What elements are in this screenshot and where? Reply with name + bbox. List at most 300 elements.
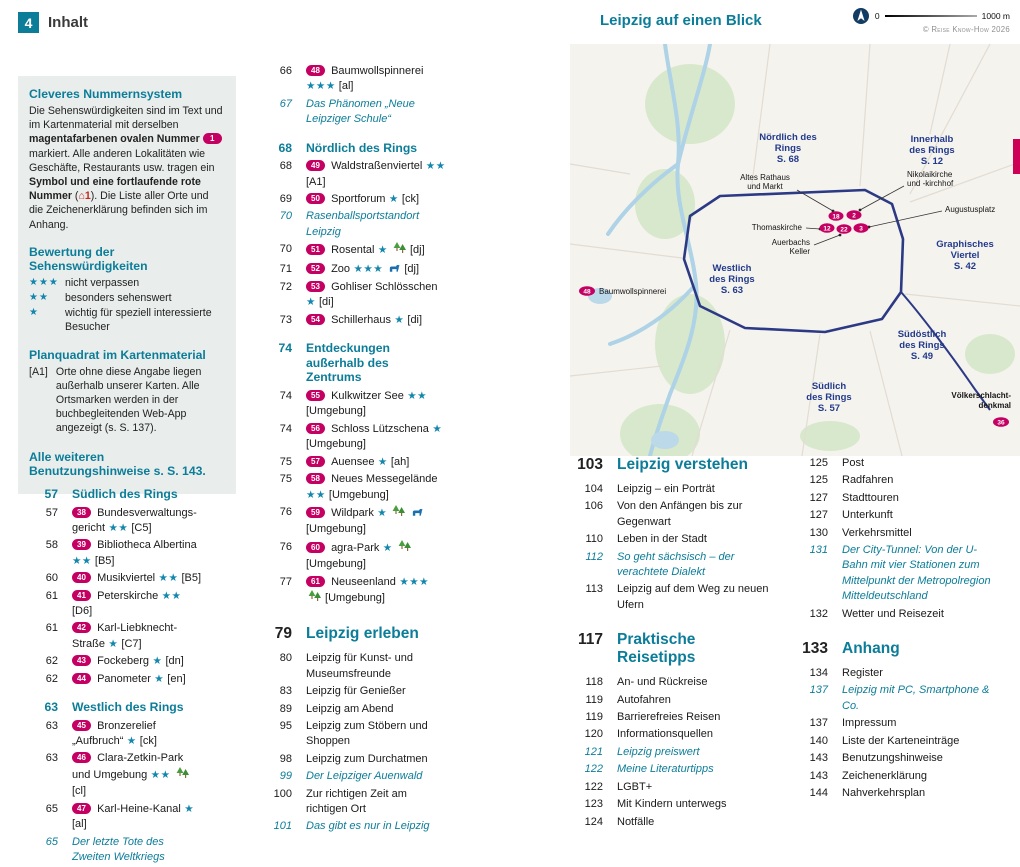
toc-section-heading[interactable]: [563, 456, 777, 474]
entry-title: Bundesverwaltungsgericht: [72, 506, 197, 534]
entry-body: [72, 751, 202, 799]
page-number: 74: [279, 390, 292, 403]
page-number: 63: [45, 719, 58, 732]
rating-legend-row: [29, 276, 225, 290]
toc-feature-entry[interactable]: [252, 209, 446, 240]
entry-body: [617, 727, 777, 742]
toc-feature-entry[interactable]: [563, 745, 777, 760]
rating-stars: ★: [29, 307, 39, 319]
toc-entry[interactable]: [252, 242, 446, 259]
infobox-text-segment: ). Die Liste aller Orte und die Zeichenerklärung befinden sich im Anhang.: [29, 190, 209, 231]
entry-title: Der letzte Tote des Zweiten Weltkriegs: [72, 835, 165, 863]
entry-title: Leipzig für Genießer: [306, 685, 406, 698]
sight-number-badge: 38: [72, 507, 91, 518]
overview-map: [570, 0, 1020, 456]
entry-title: Radfahren: [842, 474, 894, 487]
svg-text:18: 18: [832, 213, 840, 221]
entry-body: [617, 482, 777, 497]
entry-body: [617, 780, 777, 795]
page-number: 57: [45, 506, 58, 519]
entry-title: Mit Kindern unterwegs: [617, 798, 727, 811]
sight-number-badge: 54: [306, 314, 325, 325]
entry-title: Post: [842, 457, 865, 469]
grid-reference: [Umgebung]: [306, 405, 366, 418]
entry-title: Wetter und Reisezeit: [842, 607, 944, 620]
entry-title: Leipzig am Abend: [306, 702, 394, 715]
toc-entry[interactable]: [252, 262, 446, 278]
page-number: 68: [278, 140, 292, 155]
page-number: 101: [273, 820, 292, 833]
entry-body: [306, 64, 446, 95]
page-number: 62: [45, 672, 58, 685]
svg-text:S. 49: S. 49: [910, 351, 934, 362]
grid-reference: [B5]: [91, 554, 115, 567]
sight-number-badge: 39: [72, 539, 91, 550]
rating-stars: ★: [123, 735, 137, 748]
page-number: 127: [809, 491, 828, 504]
toc-feature-entry[interactable]: [252, 819, 446, 834]
sight-number-badge: 49: [306, 160, 325, 171]
toc-entry[interactable]: [563, 780, 777, 795]
grid-reference-explanation: [29, 365, 225, 436]
toc-entry[interactable]: [788, 751, 992, 766]
entry-title: Das Phänomen „Neue Leipziger Schule“: [306, 97, 415, 126]
entry-body: [617, 550, 777, 581]
toc-entry[interactable]: [563, 582, 777, 613]
north-arrow-icon: [852, 7, 870, 25]
toc-section-heading[interactable]: [563, 631, 777, 667]
entry-body: [617, 582, 777, 613]
toc-entry[interactable]: [563, 727, 777, 742]
entry-title: Notfälle: [617, 815, 655, 828]
toc-entry[interactable]: [252, 540, 446, 573]
entry-title: Zur richtigen Zeit am richtigen Ort: [306, 787, 407, 815]
grid-reference: [B5]: [178, 572, 202, 585]
entry-title: Leipzig erleben: [306, 625, 419, 643]
sight-number-badge: 53: [306, 281, 325, 292]
sight-number-badge: 56: [306, 423, 325, 434]
page-number: 75: [279, 473, 292, 486]
rating-legend-row: [29, 291, 225, 305]
entry-body: [306, 625, 446, 643]
entry-body: [306, 313, 446, 328]
infobox-numbering-text: [29, 104, 225, 232]
rating-stars: ★: [180, 802, 195, 815]
sight-number-badge: 40: [72, 572, 91, 583]
toc-entry[interactable]: [252, 719, 446, 750]
rating-stars: ★★: [147, 768, 171, 781]
entry-body: [72, 589, 202, 620]
svg-text:des Rings: des Rings: [806, 392, 852, 403]
svg-text:des Rings: des Rings: [899, 340, 945, 351]
svg-text:Völkerschlacht-: Völkerschlacht-: [951, 391, 1011, 400]
toc-entry[interactable]: [18, 751, 202, 799]
entry-title: Waldstraßenviertel: [331, 160, 423, 173]
page-header: [18, 12, 88, 33]
page-number: 110: [585, 533, 603, 546]
svg-text:Graphisches: Graphisches: [936, 239, 994, 250]
entry-body: [72, 487, 202, 502]
entry-body: [842, 607, 992, 622]
grid-reference: [di]: [404, 313, 423, 326]
entry-title: Stadttouren: [842, 491, 899, 504]
entry-body: [617, 693, 777, 708]
page-number-box: 4: [18, 12, 39, 33]
page-number: 143: [809, 752, 828, 765]
rating-stars: ★★: [306, 488, 326, 501]
rating-stars: ★: [379, 541, 393, 554]
entry-title: Zoo: [331, 262, 351, 275]
toc-entry[interactable]: [252, 752, 446, 767]
entry-body: [306, 209, 446, 240]
entry-title: Bibliotheca Albertina: [97, 539, 197, 552]
grid-reference: [dj]: [406, 244, 425, 257]
toc-section-heading[interactable]: [252, 141, 446, 156]
entry-body: [72, 672, 202, 687]
entry-body: [306, 575, 446, 608]
toc-feature-entry[interactable]: [563, 550, 777, 581]
toc-entry[interactable]: [563, 532, 777, 547]
toc-entry[interactable]: [18, 621, 202, 652]
grid-reference: [al]: [335, 80, 354, 93]
entry-title: Leipzig preiswert: [617, 745, 700, 758]
toc-entry[interactable]: [788, 491, 992, 506]
page-number: 76: [279, 540, 292, 553]
svg-text:Baumwollspinnerei: Baumwollspinnerei: [599, 287, 667, 296]
entry-body: [306, 752, 446, 767]
usage-note: Alle weiteren Benutzungshinweise s. S. 143.: [29, 449, 206, 478]
page-number: 127: [809, 509, 828, 522]
entry-body: [306, 242, 446, 259]
usage-infobox: [18, 76, 236, 494]
toc-entry[interactable]: [18, 538, 202, 569]
svg-text:Nördlich des: Nördlich des: [759, 132, 817, 143]
grid-reference: [Umgebung]: [322, 591, 385, 604]
baumwollspinnerei-marker: [579, 286, 666, 296]
entry-body: [72, 621, 202, 652]
page-number: 133: [802, 640, 828, 658]
animal-icon: [388, 263, 401, 278]
chapter-tab-marker: [1013, 139, 1020, 174]
map-scale-bar: [852, 7, 1010, 25]
page-number: 83: [279, 685, 292, 698]
entry-title: Rasenballsportstandort Leipzig: [306, 210, 420, 238]
page-number: 132: [809, 607, 828, 620]
entry-title: Neuseenland: [331, 575, 396, 588]
page-number: 80: [279, 652, 292, 665]
toc-entry[interactable]: [18, 589, 202, 620]
svg-text:S. 12: S. 12: [920, 156, 944, 167]
toc-feature-entry[interactable]: [788, 683, 992, 714]
svg-text:22: 22: [840, 226, 848, 234]
entry-title: Der Leipziger Auenwald: [306, 770, 423, 783]
page-number: 119: [585, 693, 603, 706]
entry-body: [306, 651, 446, 682]
entry-title: An- und Rückreise: [617, 676, 708, 689]
toc-entry[interactable]: [252, 192, 446, 207]
toc-entry[interactable]: [252, 389, 446, 420]
infobox-text-segment: markiert. Alle anderen Lokalitäten wie Geschäfte, Restaurants usw. tragen ein: [29, 147, 215, 174]
toc-entry[interactable]: [252, 455, 446, 470]
entry-body: [842, 769, 992, 784]
rating-stars: ★: [385, 193, 399, 206]
page-number: 143: [809, 769, 828, 782]
svg-text:Altes Rathaus: Altes Rathaus: [740, 173, 790, 182]
entry-title: Nahverkehrsplan: [842, 786, 926, 799]
sight-number-badge: 55: [306, 390, 325, 401]
entry-title: Autofahren: [617, 693, 671, 706]
page-number: 65: [45, 835, 58, 848]
page-number: 67: [279, 97, 292, 110]
entry-body: [72, 654, 202, 669]
toc-entry[interactable]: [18, 506, 202, 537]
svg-text:Thomaskirche: Thomaskirche: [751, 223, 802, 232]
toc-section-heading[interactable]: [18, 487, 202, 502]
page-number: 118: [585, 676, 603, 689]
entry-title: Rosental: [331, 244, 375, 257]
infobox-text-segment: magentafarbenen ovalen Nummer: [29, 133, 200, 146]
svg-text:Viertel: Viertel: [950, 250, 980, 261]
svg-text:S. 42: S. 42: [953, 261, 977, 272]
page-number: 63: [44, 700, 58, 715]
toc-section-heading[interactable]: [18, 700, 202, 715]
page-number: 76: [279, 505, 292, 518]
entry-title: Südlich des Rings: [72, 487, 178, 501]
toc-feature-entry[interactable]: [18, 835, 202, 866]
rating-label: besonders sehenswert: [65, 292, 172, 305]
entry-body: [842, 491, 992, 506]
toc-entry[interactable]: [788, 769, 992, 784]
page-number: 117: [577, 631, 603, 649]
entry-title: Panometer: [97, 672, 151, 685]
grid-reference: [en]: [164, 672, 186, 685]
toc-entry[interactable]: [788, 508, 992, 523]
rating-stars: ★★: [403, 390, 428, 403]
toc-entry[interactable]: [252, 472, 446, 503]
entry-title: Schloss Lützschena: [331, 422, 429, 435]
toc-entry[interactable]: [788, 456, 992, 471]
svg-text:Westlich: Westlich: [712, 263, 752, 274]
entry-body: [617, 762, 777, 777]
toc-entry[interactable]: [252, 575, 446, 608]
page-number: 70: [279, 210, 292, 223]
entry-body: [72, 802, 202, 833]
page-number: 70: [279, 243, 292, 256]
toc-entry[interactable]: [788, 473, 992, 488]
svg-text:Nikolaikirche: Nikolaikirche: [907, 170, 953, 179]
svg-text:und Markt: und Markt: [747, 182, 783, 191]
toc-entry[interactable]: [252, 651, 446, 682]
toc-entry[interactable]: [788, 734, 992, 749]
svg-text:S. 63: S. 63: [720, 285, 744, 296]
toc-entry[interactable]: [252, 313, 446, 328]
svg-text:3: 3: [859, 225, 863, 233]
toc-section-heading[interactable]: [788, 640, 992, 658]
toc-entry[interactable]: [788, 607, 992, 622]
page-number: 57: [44, 487, 58, 501]
page-number: 140: [809, 734, 828, 747]
grid-reference: [ah]: [387, 455, 410, 468]
entry-body: [306, 787, 446, 818]
entry-title: Leipzig mit PC, Smartphone & Co.: [842, 684, 990, 712]
page-number: 104: [584, 483, 603, 495]
toc-feature-entry[interactable]: [252, 769, 446, 784]
grid-reference-text: Orte ohne diese Angabe liegen außerhalb unserer Karten. Alle Ortsmarken werden in der buchbegleitenden Web-App angezeigt (s. S. 137).: [55, 365, 202, 435]
page-number: 58: [45, 539, 58, 552]
entry-title: Praktische Reisetipps: [617, 631, 696, 667]
page-number: 120: [584, 728, 603, 741]
infobox-heading-numbering: Cleveres Nummernsystem: [29, 87, 183, 101]
page-title: Inhalt: [48, 14, 88, 31]
toc-entry[interactable]: [563, 675, 777, 690]
toc-entry[interactable]: [788, 526, 992, 541]
page-number: 74: [279, 422, 292, 435]
toc-column-3: [563, 456, 777, 832]
page-number: 77: [279, 575, 292, 588]
toc-feature-entry[interactable]: [252, 97, 446, 128]
rating-stars: ★: [374, 244, 388, 257]
grid-reference: [dj]: [401, 262, 419, 275]
svg-text:48: 48: [583, 288, 591, 296]
toc-feature-entry[interactable]: [788, 543, 992, 605]
sight-number-badge: 51: [306, 244, 325, 255]
entry-body: [72, 506, 202, 537]
toc-entry[interactable]: [563, 815, 777, 830]
entry-title: Entdeckungen außerhalb des Zentrums: [306, 341, 390, 385]
sight-number-badge: 42: [72, 622, 91, 633]
rating-stars: ★★★: [29, 276, 59, 288]
entry-body: [617, 745, 777, 760]
page-number: 79: [274, 625, 292, 643]
rating-label: nicht verpassen: [65, 276, 140, 289]
toc-entry[interactable]: [252, 787, 446, 818]
svg-text:und -kirchhof: und -kirchhof: [907, 179, 954, 188]
toc-feature-entry[interactable]: [563, 762, 777, 777]
grid-reference: [Umgebung]: [306, 558, 366, 571]
entry-body: [842, 473, 992, 488]
toc-entry[interactable]: [788, 716, 992, 731]
entry-body: [72, 719, 202, 750]
toc-entry[interactable]: [18, 719, 202, 750]
rating-stars: ★: [149, 655, 163, 668]
toc-section-heading[interactable]: [252, 341, 446, 385]
svg-text:36: 36: [997, 419, 1005, 427]
entry-title: Impressum: [842, 717, 897, 730]
toc-entry[interactable]: [563, 797, 777, 812]
entry-body: [306, 422, 446, 453]
page-number: 137: [809, 684, 828, 697]
scale-distance-label: 1000 m: [981, 11, 1010, 21]
page-number: 125: [809, 457, 828, 469]
toc-entry[interactable]: [788, 786, 992, 801]
svg-text:Augustusplatz: Augustusplatz: [945, 205, 996, 214]
rating-stars: ★★★: [306, 80, 336, 93]
grid-reference: [ck]: [136, 735, 157, 748]
entry-title: Leipzig zum Stöbern und Shoppen: [306, 719, 428, 748]
infobox-text-segment: (: [71, 190, 79, 203]
entry-body: [306, 262, 446, 278]
entry-title: Leipzig auf dem Weg zu neuen Ufern: [617, 583, 769, 611]
entry-body: [72, 571, 202, 586]
entry-body: [842, 683, 992, 714]
trees-icon: [393, 242, 407, 259]
sight-number-badge: 45: [72, 720, 91, 731]
page-number: 95: [279, 719, 292, 732]
page-number: 89: [279, 702, 292, 715]
toc-entry[interactable]: [252, 702, 446, 717]
toc-entry[interactable]: [788, 666, 992, 681]
toc-entry[interactable]: [18, 654, 202, 669]
entry-title: Verkehrsmittel: [842, 526, 912, 539]
entry-body: [617, 675, 777, 690]
sight-number-badge: 61: [306, 576, 325, 587]
entry-title: Fockeberg: [97, 655, 150, 668]
grid-reference: [dn]: [162, 655, 184, 668]
infobox-heading-rating: Bewertung der Sehenswürdigkeiten: [29, 244, 148, 273]
toc-entry[interactable]: [563, 693, 777, 708]
entry-body: [306, 719, 446, 750]
toc-entry[interactable]: [252, 280, 446, 311]
toc-entry[interactable]: [18, 571, 202, 586]
svg-text:Innerhalb: Innerhalb: [910, 134, 954, 145]
toc-entry[interactable]: [252, 684, 446, 699]
svg-text:Südlich: Südlich: [811, 381, 847, 392]
scale-line: [885, 15, 977, 17]
entry-body: [617, 532, 777, 547]
page-number: 121: [584, 745, 603, 758]
entry-body: [72, 835, 202, 866]
entry-body: [842, 526, 992, 541]
toc-entry[interactable]: [563, 482, 777, 497]
entry-body: [306, 192, 446, 207]
toc-entry[interactable]: [252, 505, 446, 538]
toc-entry[interactable]: [252, 422, 446, 453]
entry-title: Anhang: [842, 640, 900, 658]
page-number: 72: [279, 281, 292, 294]
entry-body: [842, 456, 992, 471]
toc-entry[interactable]: [18, 802, 202, 833]
toc-section-heading[interactable]: [252, 625, 446, 643]
entry-title: Clara-Zetkin-Park und Umgebung: [72, 752, 184, 781]
toc-column-1: [18, 487, 202, 867]
toc-entry[interactable]: [252, 64, 446, 95]
toc-entry[interactable]: [563, 710, 777, 725]
page-number: 68: [279, 160, 292, 173]
sight-number-badge: 57: [306, 456, 325, 467]
entry-body: [306, 280, 446, 311]
grid-reference: [C7]: [118, 637, 142, 650]
page-number: 71: [279, 262, 292, 275]
map-header: [570, 0, 1020, 44]
entry-title: Musikviertel: [97, 572, 156, 585]
entry-title: Sportforum: [331, 193, 386, 206]
entry-body: [842, 543, 992, 605]
entry-title: Nördlich des Rings: [306, 140, 418, 155]
toc-entry[interactable]: [18, 672, 202, 687]
entry-title: Meine Literaturtipps: [617, 763, 714, 776]
page-number: 112: [585, 550, 603, 563]
toc-entry[interactable]: [252, 159, 446, 190]
sight-number-badge: 60: [306, 542, 325, 553]
rating-legend-row: [29, 306, 225, 334]
entry-title: Liste der Karteneinträge: [842, 734, 960, 747]
rating-stars: ★★: [72, 554, 92, 567]
entry-title: Register: [842, 667, 883, 680]
toc-entry[interactable]: [563, 499, 777, 530]
entry-title: Karl-Liebknecht-Straße: [72, 622, 178, 650]
grid-reference: [Umgebung]: [325, 488, 389, 501]
entry-title: agra-Park: [331, 541, 380, 554]
